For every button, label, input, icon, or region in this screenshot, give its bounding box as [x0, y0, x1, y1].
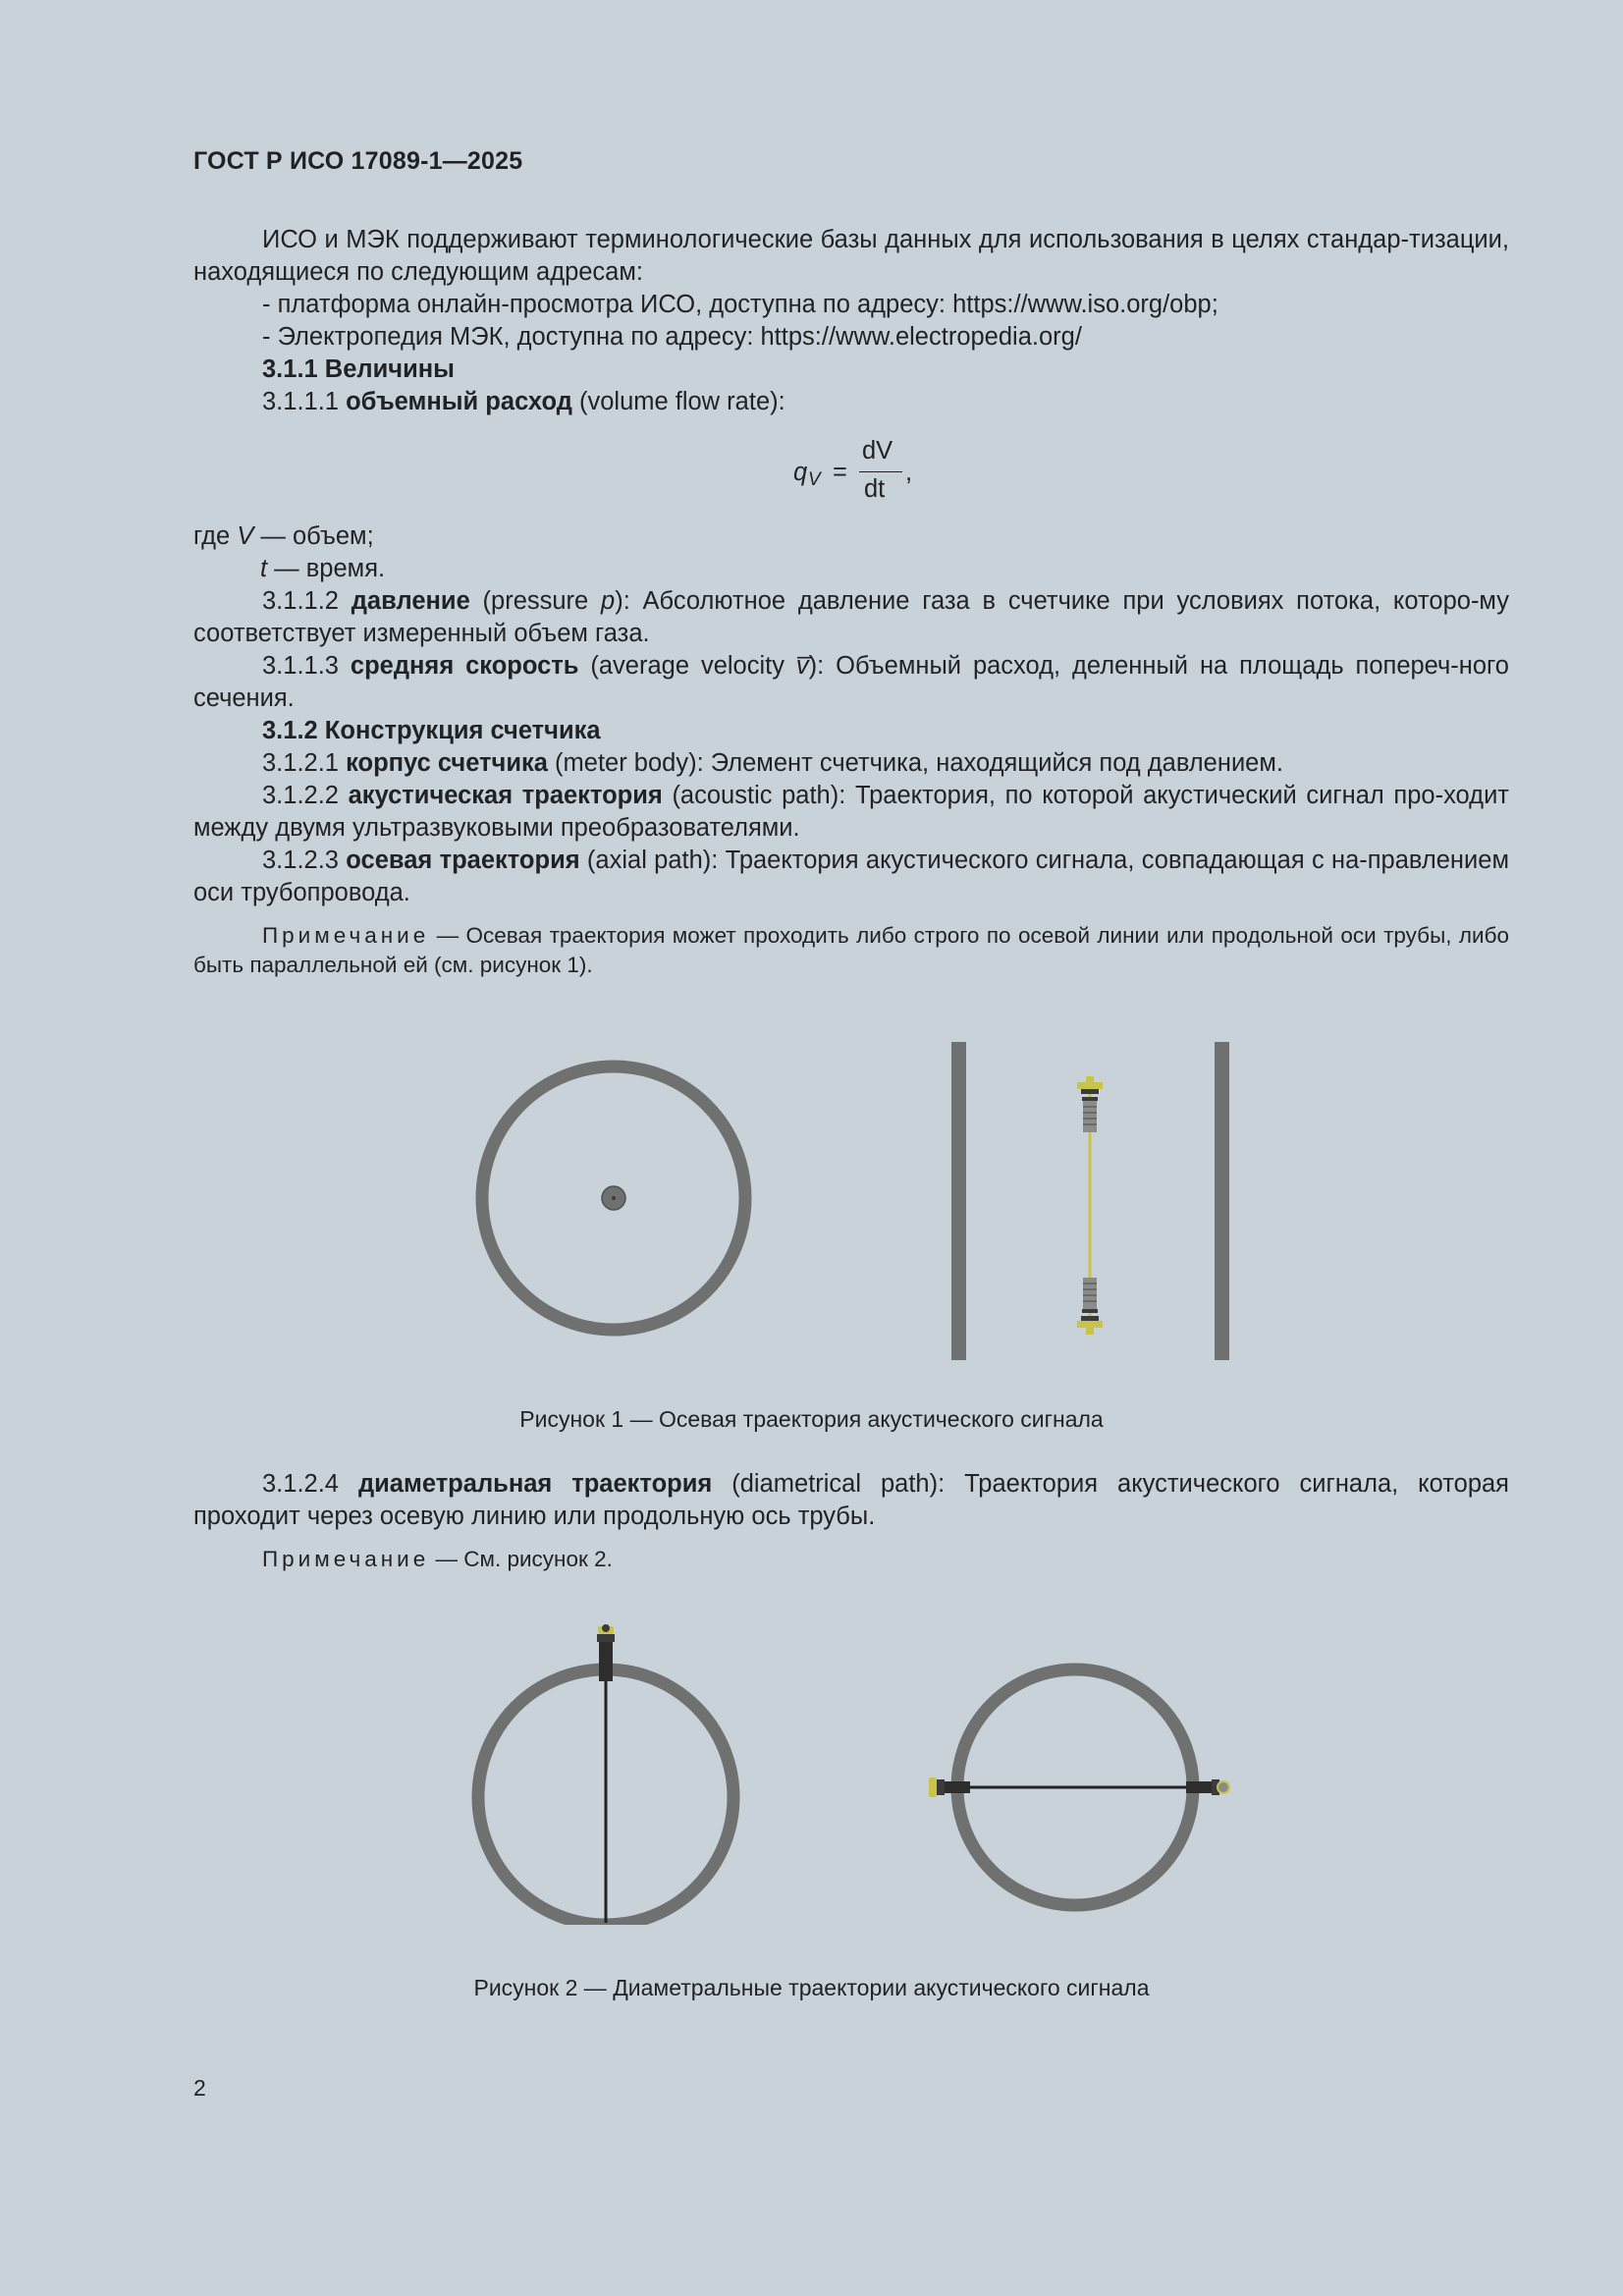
text-block-main	[193, 520, 1509, 980]
text-block-top	[193, 224, 1509, 418]
term-3-1-2-2: 3.1.2.2 акустическая траектория (acoustic path): Траектория, по которой акустический сигнал про-ходит между двумя ультразвуковыми преобразователями.	[193, 782, 1509, 842]
figure-2-caption: Рисунок 2 — Диаметральные траектории акустического сигнала	[473, 1975, 1150, 2000]
intro-paragraph: ИСО и МЭК поддерживают терминологические базы данных для использования в целях стандар-тизации, находящиеся по следующим адресам:	[193, 226, 1509, 286]
pipe-cross-section-axial	[482, 1066, 745, 1330]
term-3-1-1-1: 3.1.1.1 объемный расход (volume flow rate):	[262, 388, 785, 415]
figure-1-axial-path	[0, 1036, 1623, 1360]
pipe-wall-left	[951, 1042, 966, 1360]
pipe-vertical-diametrical	[478, 1624, 733, 1925]
formula-denominator: dt	[864, 475, 886, 503]
term-3-1-1-1-name: объемный расход	[346, 388, 572, 415]
document-header: ГОСТ Р ИСО 17089-1—2025	[193, 147, 523, 175]
note-axial-path: Примечание — Осевая траектория может проходить либо строго по осевой линии или продольной оси трубы, либо быть параллельной ей (см. рисунок 1).	[193, 923, 1509, 977]
text-block-lower	[193, 1468, 1509, 1574]
intro-bullet-iec: - Электропедия МЭК, доступна по адресу: https://www.electropedia.org/	[262, 323, 1082, 351]
section-3-1-2-heading: 3.1.2 Конструкция счетчика	[262, 717, 601, 744]
section-3-1-1-heading: 3.1.1 Величины	[262, 355, 455, 383]
where-t: t — время.	[260, 555, 386, 582]
pipe-wall-right	[1215, 1042, 1229, 1360]
transducer-bottom	[1077, 1278, 1103, 1335]
formula-numerator: dV	[862, 437, 893, 465]
term-3-1-2-1: 3.1.2.1 корпус счетчика (meter body): Элемент счетчика, находящийся под давлением.	[262, 749, 1283, 777]
term-3-1-1-3: 3.1.1.3 средняя скорость (average velocity v̅): Объемный расход, деленный на площадь попереч-ного сечения.	[193, 652, 1509, 712]
term-3-1-2-4: 3.1.2.4 диаметральная траектория (diametrical path): Траектория акустического сигнала, которая проходит через осевую линию или продольную ось трубы.	[193, 1470, 1509, 1530]
pipe-horizontal-diametrical	[929, 1669, 1229, 1905]
figure-1-caption: Рисунок 1 — Осевая траектория акустического сигнала	[519, 1406, 1104, 1432]
term-3-1-2-3: 3.1.2.3 осевая траектория (axial path): Траектория акустического сигнала, совпадающая с на-правлением оси трубопровода.	[193, 847, 1509, 906]
transducer-right-horizontal	[1186, 1779, 1229, 1795]
intro-bullet-iso: - платформа онлайн-просмотра ИСО, доступна по адресу: https://www.iso.org/obp;	[262, 291, 1218, 318]
transducer-top-vertical	[597, 1624, 615, 1681]
page-number: 2	[193, 2075, 206, 2101]
where-v: где V — объем;	[193, 522, 374, 550]
note-diametrical-path: Примечание — См. рисунок 2.	[262, 1547, 613, 1571]
document-page: ГОСТ Р ИСО 17089-1—2025 ИСО и МЭК поддерживают терминологические базы данных для использования в целях стандар-тизации, находящиеся по следующим адресам: - платформа онлайн-просмотра ИСО, доступна по адресу: https://www.iso.org/obp; - Электропедия МЭК, доступна по адресу: https://www.electropedia.org/ 3.1.1 Величины 3.1.1.1 объемный расход (volume flow rate): q V = dV dt , где V — объем; t — время. 3.1.1.2 давление (pressure p): Абсолютное давление газа в счетчике при условиях потока, которо-му соответствует измеренный объем газа. 3.1.1.3 средняя скорость (average velocity v̅): Объемный расход, деленный на площадь попереч-ного сечения. 3.1.2 Конструкция счетчика 3.1.2.1 корпус счетчика (meter body): Элемент счетчика, находящийся под давлением. 3.1.2.2 акустическая траектория (acoustic path): Траектория, по которой акустический сигнал про-ходит между двумя ультразвуковыми преобразователями. 3.1.2.3 осевая траектория (axial path): Траектория акустического сигнала, совпадающая с на-правлением оси трубопровода. Примечание — Осевая траектория может проходить либо строго по осевой линии или продольной оси трубы, либо быть параллельной ей (см. рисунок 1). Рисунок 1 — Осевая траектория акустического сигнала 3.1.2.4 диаметральная траектория (diametrical path): Траектория акустического сигнала, которая проходит через осевую линию или продольную ось трубы. Примечание — См. рисунок 2. Рисунок 2 — Диаметральные траектории акустического сигнала 2	[0, 0, 1623, 2296]
fraction-bar	[859, 471, 902, 472]
term-3-1-1-2: 3.1.1.2 давление (pressure p): Абсолютное давление газа в счетчике при условиях потока, которо-му соответствует измеренный объем газа.	[193, 587, 1509, 647]
figure-2-diametrical-paths	[0, 1611, 1623, 1925]
pipe-longitudinal-section-axial	[951, 1042, 1229, 1360]
transducer-top	[1077, 1076, 1103, 1132]
